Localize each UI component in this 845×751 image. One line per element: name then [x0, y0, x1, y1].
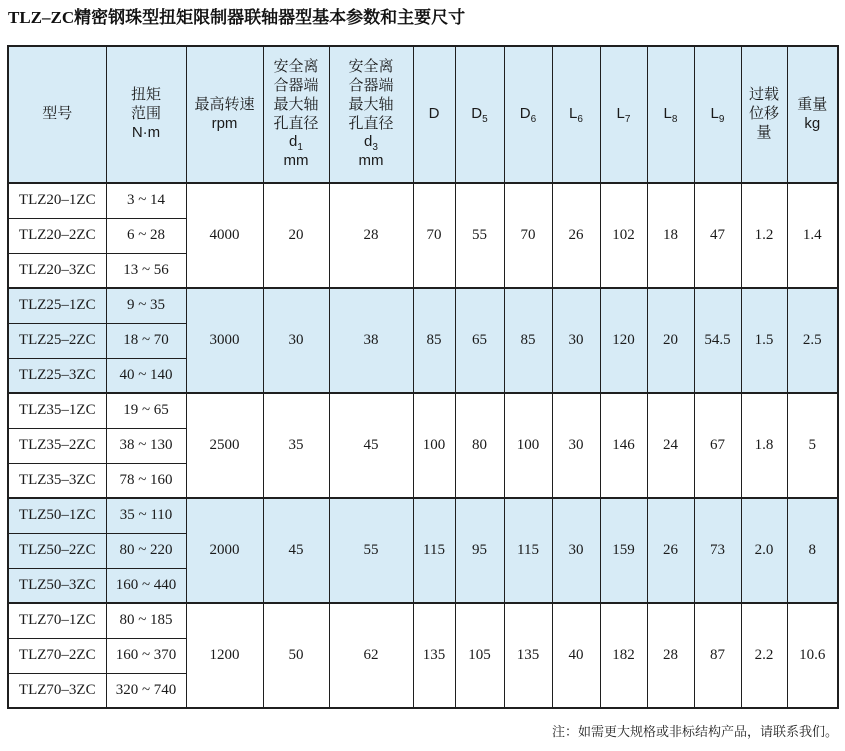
weight-cell: 2.5 — [787, 288, 838, 393]
torque-cell: 3 ~ 14 — [106, 183, 186, 218]
col-header-torque — [106, 46, 186, 183]
d3-header-unit: mm — [358, 152, 384, 169]
torque-cell: 38 ~ 130 — [106, 428, 186, 463]
model-cell: TLZ20–1ZC — [8, 183, 106, 218]
L6-symbol: L — [569, 105, 578, 123]
D5-subscript: 5 — [482, 114, 488, 126]
L9-symbol: L — [710, 105, 719, 123]
torque-header-unit: N·m — [131, 123, 161, 141]
d1-cell: 35 — [263, 393, 329, 498]
col-header-speed — [186, 46, 263, 183]
overload-cell: 2.0 — [741, 498, 787, 603]
torque-cell: 18 ~ 70 — [106, 323, 186, 358]
torque-cell: 19 ~ 65 — [106, 393, 186, 428]
col-header-weight — [787, 46, 838, 183]
torque-cell: 80 ~ 220 — [106, 533, 186, 568]
torque-cell: 6 ~ 28 — [106, 218, 186, 253]
col-header-d1 — [263, 46, 329, 183]
table-row — [8, 603, 838, 638]
torque-header-label: 扭矩范围 — [130, 86, 161, 123]
col-header-L9 — [694, 46, 741, 183]
col-header-d3 — [329, 46, 413, 183]
torque-cell: 35 ~ 110 — [106, 498, 186, 533]
model-cell: TLZ35–3ZC — [8, 463, 106, 498]
d3-cell: 62 — [329, 603, 413, 708]
D5-symbol: D — [471, 105, 483, 123]
L9-cell: 47 — [694, 183, 741, 288]
d1-cell: 30 — [263, 288, 329, 393]
L9-cell: 67 — [694, 393, 741, 498]
weight-cell: 8 — [787, 498, 838, 603]
col-header-L7 — [600, 46, 647, 183]
torque-cell: 9 ~ 35 — [106, 288, 186, 323]
d1-cell: 50 — [263, 603, 329, 708]
model-cell: TLZ20–2ZC — [8, 218, 106, 253]
d1-header-unit: mm — [283, 152, 309, 169]
D-cell: 85 — [413, 288, 455, 393]
model-cell: TLZ50–2ZC — [8, 533, 106, 568]
footer-note: 注：如需更大规格或非标结构产品，请联系我们。 — [551, 724, 838, 739]
d3-cell: 55 — [329, 498, 413, 603]
model-cell: TLZ50–1ZC — [8, 498, 106, 533]
L9-cell: 73 — [694, 498, 741, 603]
d3-symbol: d — [364, 133, 373, 151]
L9-cell: 87 — [694, 603, 741, 708]
L8-cell: 18 — [647, 183, 694, 288]
rpm-cell: 2000 — [186, 498, 263, 603]
rpm-cell: 1200 — [186, 603, 263, 708]
model-header-label: 型号 — [42, 105, 73, 123]
overload-cell: 1.5 — [741, 288, 787, 393]
weight-cell: 5 — [787, 393, 838, 498]
D-header-label: D — [428, 105, 440, 123]
D6-cell: 85 — [504, 288, 552, 393]
d3-header-symbol — [330, 133, 413, 152]
overload-cell: 2.2 — [741, 603, 787, 708]
col-header-overload — [741, 46, 787, 183]
rpm-cell: 4000 — [186, 183, 263, 288]
d1-header-label: 安全离合器端最大轴孔直径 — [273, 58, 319, 132]
torque-cell: 160 ~ 440 — [106, 568, 186, 603]
d1-header-symbol — [264, 133, 329, 152]
d3-subscript: 3 — [372, 142, 378, 154]
page-title: TLZ–ZC精密钢珠型扭矩限制器联轴器型基本参数和主要尺寸 — [8, 8, 466, 27]
L6-cell: 40 — [552, 603, 600, 708]
torque-cell: 78 ~ 160 — [106, 463, 186, 498]
overload-cell: 1.2 — [741, 183, 787, 288]
model-cell: TLZ70–3ZC — [8, 673, 106, 708]
table-row — [8, 498, 838, 533]
torque-cell: 80 ~ 185 — [106, 603, 186, 638]
D6-cell: 100 — [504, 393, 552, 498]
D6-cell: 70 — [504, 183, 552, 288]
col-header-L8 — [647, 46, 694, 183]
torque-cell: 320 ~ 740 — [106, 673, 186, 708]
D-cell: 115 — [413, 498, 455, 603]
table-row — [8, 288, 838, 323]
L7-cell: 182 — [600, 603, 647, 708]
col-header-L6 — [552, 46, 600, 183]
model-cell: TLZ70–2ZC — [8, 638, 106, 673]
D5-cell: 105 — [455, 603, 504, 708]
model-cell: TLZ25–1ZC — [8, 288, 106, 323]
L7-cell: 159 — [600, 498, 647, 603]
L6-cell: 30 — [552, 288, 600, 393]
L8-cell: 20 — [647, 288, 694, 393]
d1-cell: 45 — [263, 498, 329, 603]
d3-cell: 45 — [329, 393, 413, 498]
col-header-model — [8, 46, 106, 183]
D5-cell: 80 — [455, 393, 504, 498]
model-cell: TLZ25–3ZC — [8, 358, 106, 393]
L8-cell: 28 — [647, 603, 694, 708]
D-cell: 135 — [413, 603, 455, 708]
header-row — [8, 46, 838, 183]
model-cell: TLZ25–2ZC — [8, 323, 106, 358]
D5-cell: 55 — [455, 183, 504, 288]
overload-cell: 1.8 — [741, 393, 787, 498]
d1-subscript: 1 — [297, 142, 303, 154]
L6-cell: 26 — [552, 183, 600, 288]
D5-cell: 65 — [455, 288, 504, 393]
L7-subscript: 7 — [624, 114, 631, 126]
L8-subscript: 8 — [671, 114, 678, 126]
model-cell: TLZ50–3ZC — [8, 568, 106, 603]
L8-cell: 24 — [647, 393, 694, 498]
torque-cell: 160 ~ 370 — [106, 638, 186, 673]
L8-symbol: L — [663, 105, 672, 123]
D6-subscript: 6 — [530, 114, 537, 126]
weight-cell: 10.6 — [787, 603, 838, 708]
weight-header-unit: kg — [804, 114, 821, 132]
D-cell: 100 — [413, 393, 455, 498]
model-cell: TLZ20–3ZC — [8, 253, 106, 288]
L7-cell: 120 — [600, 288, 647, 393]
L9-subscript: 9 — [718, 114, 725, 126]
model-cell: TLZ35–2ZC — [8, 428, 106, 463]
L6-subscript: 6 — [577, 114, 583, 126]
rpm-cell: 3000 — [186, 288, 263, 393]
d3-cell: 38 — [329, 288, 413, 393]
L9-cell: 54.5 — [694, 288, 741, 393]
weight-cell: 1.4 — [787, 183, 838, 288]
spec-table — [7, 45, 839, 709]
table-row — [8, 183, 838, 218]
L7-cell: 146 — [600, 393, 647, 498]
D5-cell: 95 — [455, 498, 504, 603]
model-cell: TLZ70–1ZC — [8, 603, 106, 638]
d3-cell: 28 — [329, 183, 413, 288]
col-header-D5 — [455, 46, 504, 183]
overload-header-label: 过载位移量 — [748, 86, 779, 141]
torque-cell: 13 ~ 56 — [106, 253, 186, 288]
col-header-D — [413, 46, 455, 183]
L6-cell: 30 — [552, 393, 600, 498]
D-cell: 70 — [413, 183, 455, 288]
D6-cell: 135 — [504, 603, 552, 708]
rpm-cell: 2500 — [186, 393, 263, 498]
L8-cell: 26 — [647, 498, 694, 603]
speed-header-unit: rpm — [211, 114, 238, 132]
col-header-D6 — [504, 46, 552, 183]
weight-header-label: 重量 — [797, 95, 828, 113]
model-cell: TLZ35–1ZC — [8, 393, 106, 428]
L6-cell: 30 — [552, 498, 600, 603]
D6-cell: 115 — [504, 498, 552, 603]
d1-symbol: d — [289, 133, 298, 151]
L7-symbol: L — [616, 105, 625, 123]
d1-cell: 20 — [263, 183, 329, 288]
d3-header-label: 安全离合器端最大轴孔直径 — [348, 58, 394, 132]
table-row — [8, 393, 838, 428]
torque-cell: 40 ~ 140 — [106, 358, 186, 393]
L7-cell: 102 — [600, 183, 647, 288]
D6-symbol: D — [519, 105, 531, 123]
speed-header-label: 最高转速 — [194, 95, 255, 113]
